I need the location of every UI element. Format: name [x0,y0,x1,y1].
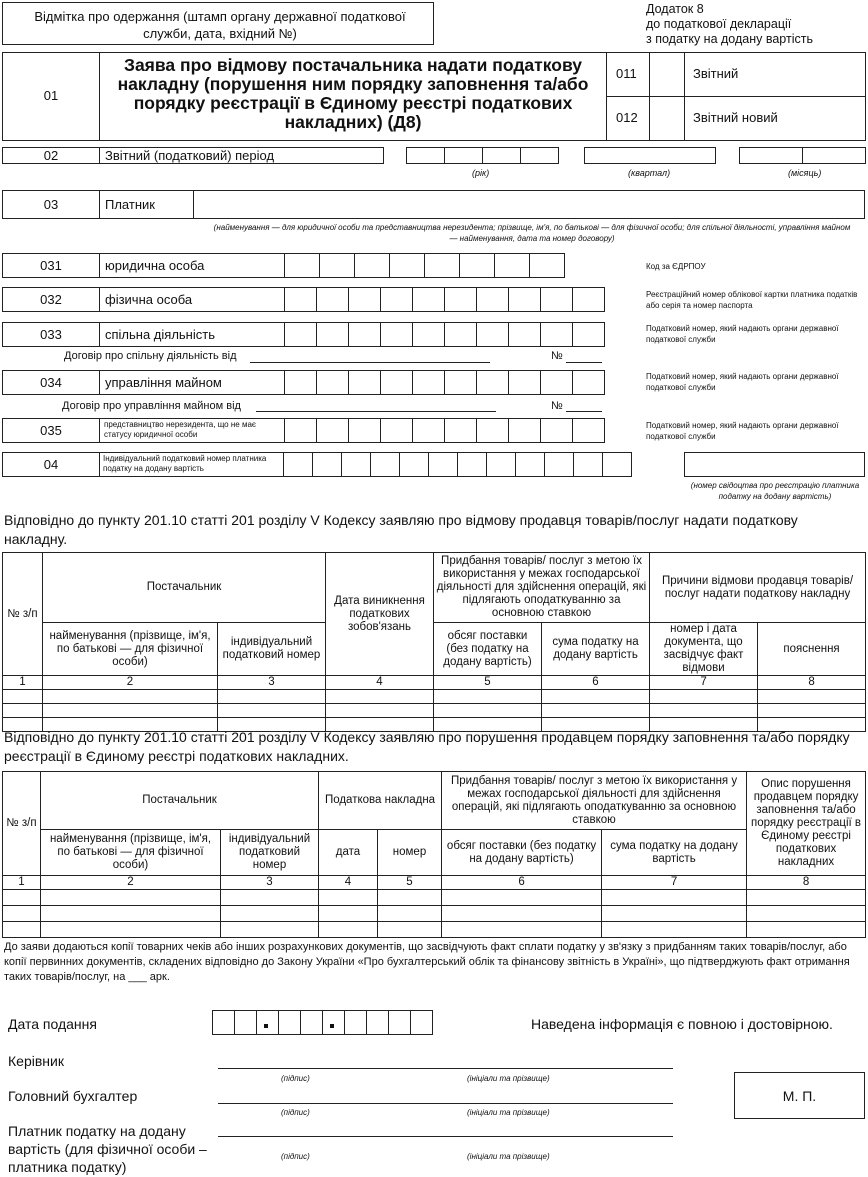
period-code: 02 [43,148,59,163]
year-cells[interactable] [406,147,559,164]
r032-hint: Реєстраційний номер облікової картки платника податків або серія та номер паспорта [646,290,858,310]
option-011-code-text: 011 [616,66,637,81]
s2-h-tax: сума податку на додану вартість [602,830,747,876]
month-cells[interactable] [739,147,866,164]
s1-h-volume: обсяг поставки (без податку на додану вартість) [434,623,542,676]
r034-code: 034 [40,375,62,390]
s2-h-purchase: Придбання товарів/ послуг з метою їх використання у межах господарської діяльності для здійснення операцій, які підлягають оподаткуванню за основною ставкою [442,772,747,830]
payer-label: Платник [105,197,155,212]
r034-num-sign: № [551,400,563,412]
head-label: Керівник [8,1053,64,1069]
s1-h-explain: пояснення [758,623,866,676]
r033-num-line[interactable] [566,362,602,363]
table-row[interactable] [3,690,866,704]
r033-hint: Податковий номер, який надають органи державної податкової служби [646,324,839,344]
s2-col-num: 4 [319,876,378,890]
table-row[interactable] [3,704,866,718]
r034-contract-label: Договір про управління майном від [62,400,241,412]
option-012-label: Звітний новий [693,110,778,125]
payer-name-input[interactable] [193,190,865,219]
r031-cells[interactable] [284,253,565,278]
r032-code: 032 [40,292,62,307]
date-cells[interactable] [212,1010,433,1035]
r031-label: юридична особа [105,258,205,273]
r035-code: 035 [40,423,62,438]
r04-label: Індивідуальний податковий номер платника податку на додану вартість [103,454,267,473]
s1-h-supplier: Постачальник [43,553,326,623]
s2-col-num: 2 [41,876,221,890]
r033-num-sign: № [551,350,563,362]
s2-col-num: 6 [442,876,602,890]
r035-cells[interactable] [284,418,605,443]
s1-col-num: 6 [542,676,650,690]
quarter-cell[interactable] [584,147,716,164]
s2-h-num: № з/п [3,772,41,876]
option-011-check[interactable] [649,52,685,97]
option-011-label: Звітний [693,66,739,81]
accountant-initials-caption: (ініціали та прізвище) [467,1108,550,1117]
r033-code: 033 [40,327,62,342]
date-dot-1 [264,1024,268,1028]
option-012-check[interactable] [649,96,685,141]
section1-intro: Відповідно до пункту 201.10 статті 201 розділу V Кодексу заявляю про відмову продавця товарів/послуг надати податкову накладну. [4,512,798,547]
accountant-sign-caption: (підпис) [281,1108,310,1117]
individual-initials-caption: (ініціали та прізвище) [467,1152,550,1161]
s2-h-violation: Опис порушення продавцем порядку заповнення та/або порядку реєстрації в Єдиному реєстрі податкових накладних [747,772,866,876]
period-label: Звітний (податковий) період [105,148,275,163]
s1-h-doc: номер і дата документа, що засвідчує факт відмови [650,623,758,676]
s1-col-num: 7 [650,676,758,690]
r035-label: представництво нерезидента, що не має статусу юридичної особи [104,420,256,439]
r031-hint: Код за ЄДРПОУ [646,262,706,271]
s2-col-num: 8 [747,876,866,890]
r04-cert-input[interactable] [684,452,865,477]
payer-code: 03 [43,197,59,212]
r032-label: фізична особа [105,292,193,307]
s1-h-supplier-name: найменування (прізвище, ім'я, по батькові — для фізичної особи) [43,623,218,676]
s2-h-invoice: Податкова накладна [319,772,442,830]
s2-h-inv-num: номер [378,830,442,876]
s1-h-num: № з/п [3,553,43,676]
quarter-caption: (квартал) [628,168,671,178]
r033-cells[interactable] [284,322,605,347]
s2-h-supplier-name: найменування (прізвище, ім'я, по батькові — для фізичної особи) [41,830,221,876]
s2-col-num: 3 [221,876,319,890]
s1-h-purchase: Придбання товарів/ послуг з метою їх використання у межах господарської діяльності для здійснення операцій, які підлягають оподаткуванню за основною ставкою [434,553,650,623]
s1-col-num: 2 [43,676,218,690]
stamp-text: Відмітка про одержання (штамп органу державної податкової служби, дата, вхідний №) [34,9,406,41]
r032-cells[interactable] [284,287,605,312]
s2-col-num: 7 [602,876,747,890]
s1-h-date: Дата виникнення податкових зобов'язань [326,553,434,676]
r04-cert-caption: (номер свідоцтва про реєстрацію платника податку на додану вартість) [690,481,860,501]
s2-h-volume: обсяг поставки (без податку на додану вартість) [442,830,602,876]
r04-code: 04 [43,457,59,472]
attachments-note: До заяви додаються копії товарних чеків або інших розрахункових документів, що засвідчують факт сплати податку у зв'язку з придбанням таких товарів/послуг, або копії первинних документів, складених відповідно до Закону України «Про бухгалтерський облік та фінансову звітність в Україні», що підтверджують факт отримання таких товарів/послуг, на ___ арк. [4,941,850,983]
page-title: Заява про відмову постачальника надати податкову накладну (порушення ним порядку заповнення та/або порядку реєстрації в Єдиному реєстрі податкових накладних) (Д8) [117,55,589,132]
header-code: 01 [43,88,59,103]
accountant-label: Головний бухгалтер [8,1088,138,1104]
s2-h-supplier: Постачальник [41,772,319,830]
payer-note: (найменування — для юридичної особи та представництва нерезидента; прізвище, ім'я, по батькові — для фізичної особи; для спільної діяльності, управління майном — найменування, дата та номер договору) [213,223,851,243]
violation-table [2,771,866,938]
date-dot-2 [330,1024,334,1028]
r031-code: 031 [40,258,62,273]
individual-label: Платник податку на додану вартість (для фізичної особи – платника податку) [8,1123,207,1175]
statement: Наведена інформація є повною і достовірною. [531,1016,833,1032]
s1-h-reasons: Причини відмови продавця товарів/ послуг надати податкову накладну [650,553,866,623]
table-row[interactable] [3,890,866,906]
r034-hint: Податковий номер, який надають органи державної податкової служби [646,372,839,392]
accountant-sign-line[interactable] [218,1103,673,1104]
seal-text: М. П. [782,1088,817,1104]
r04-cells[interactable] [283,452,632,477]
year-caption: (рік) [472,168,490,178]
s1-col-num: 3 [218,676,326,690]
s1-h-supplier-ipn: індивідуальний податковий номер [218,623,326,676]
s1-h-tax: сума податку на додану вартість [542,623,650,676]
s1-col-num: 5 [434,676,542,690]
s1-col-num: 8 [758,676,866,690]
r034-label: управління майном [105,375,222,390]
month-caption: (місяць) [788,168,822,178]
individual-sign-line[interactable] [218,1136,673,1137]
r033-contract-label: Договір про спільну діяльність від [64,350,237,362]
s2-col-num: 1 [3,876,41,890]
s1-col-num: 1 [3,676,43,690]
table-row[interactable] [3,906,866,922]
s2-h-supplier-ipn: індивідуальний податковий номер [221,830,319,876]
addendum-line-3: з податку на додану вартість [646,32,813,46]
date-label: Дата подання [8,1016,97,1032]
r035-hint: Податковий номер, який надають органи державної податкової служби [646,421,839,441]
r034-num-line[interactable] [566,411,602,412]
s1-col-num: 4 [326,676,434,690]
head-sign-caption: (підпис) [281,1074,310,1083]
head-initials-caption: (ініціали та прізвище) [467,1074,550,1083]
refusal-table [2,552,866,732]
table-row[interactable] [3,922,866,938]
addendum-line-2: до податкової декларації [646,17,792,31]
head-sign-line[interactable] [218,1068,673,1069]
section2-intro: Відповідно до пункту 201.10 статті 201 розділу V Кодексу заявляю про порушення продавцем порядку заповнення та/або порядку реєстрації в Єдиному реєстрі податкових накладних. [4,729,850,764]
s2-col-num: 5 [378,876,442,890]
r034-cells[interactable] [284,370,605,395]
option-012-code-text: 012 [616,110,638,125]
r034-contract-line[interactable] [256,411,496,412]
addendum-line-1: Додаток 8 [646,2,704,16]
r033-label: спільна діяльність [105,327,215,342]
r033-contract-line[interactable] [250,362,490,363]
s2-h-inv-date: дата [319,830,378,876]
individual-sign-caption: (підпис) [281,1152,310,1161]
